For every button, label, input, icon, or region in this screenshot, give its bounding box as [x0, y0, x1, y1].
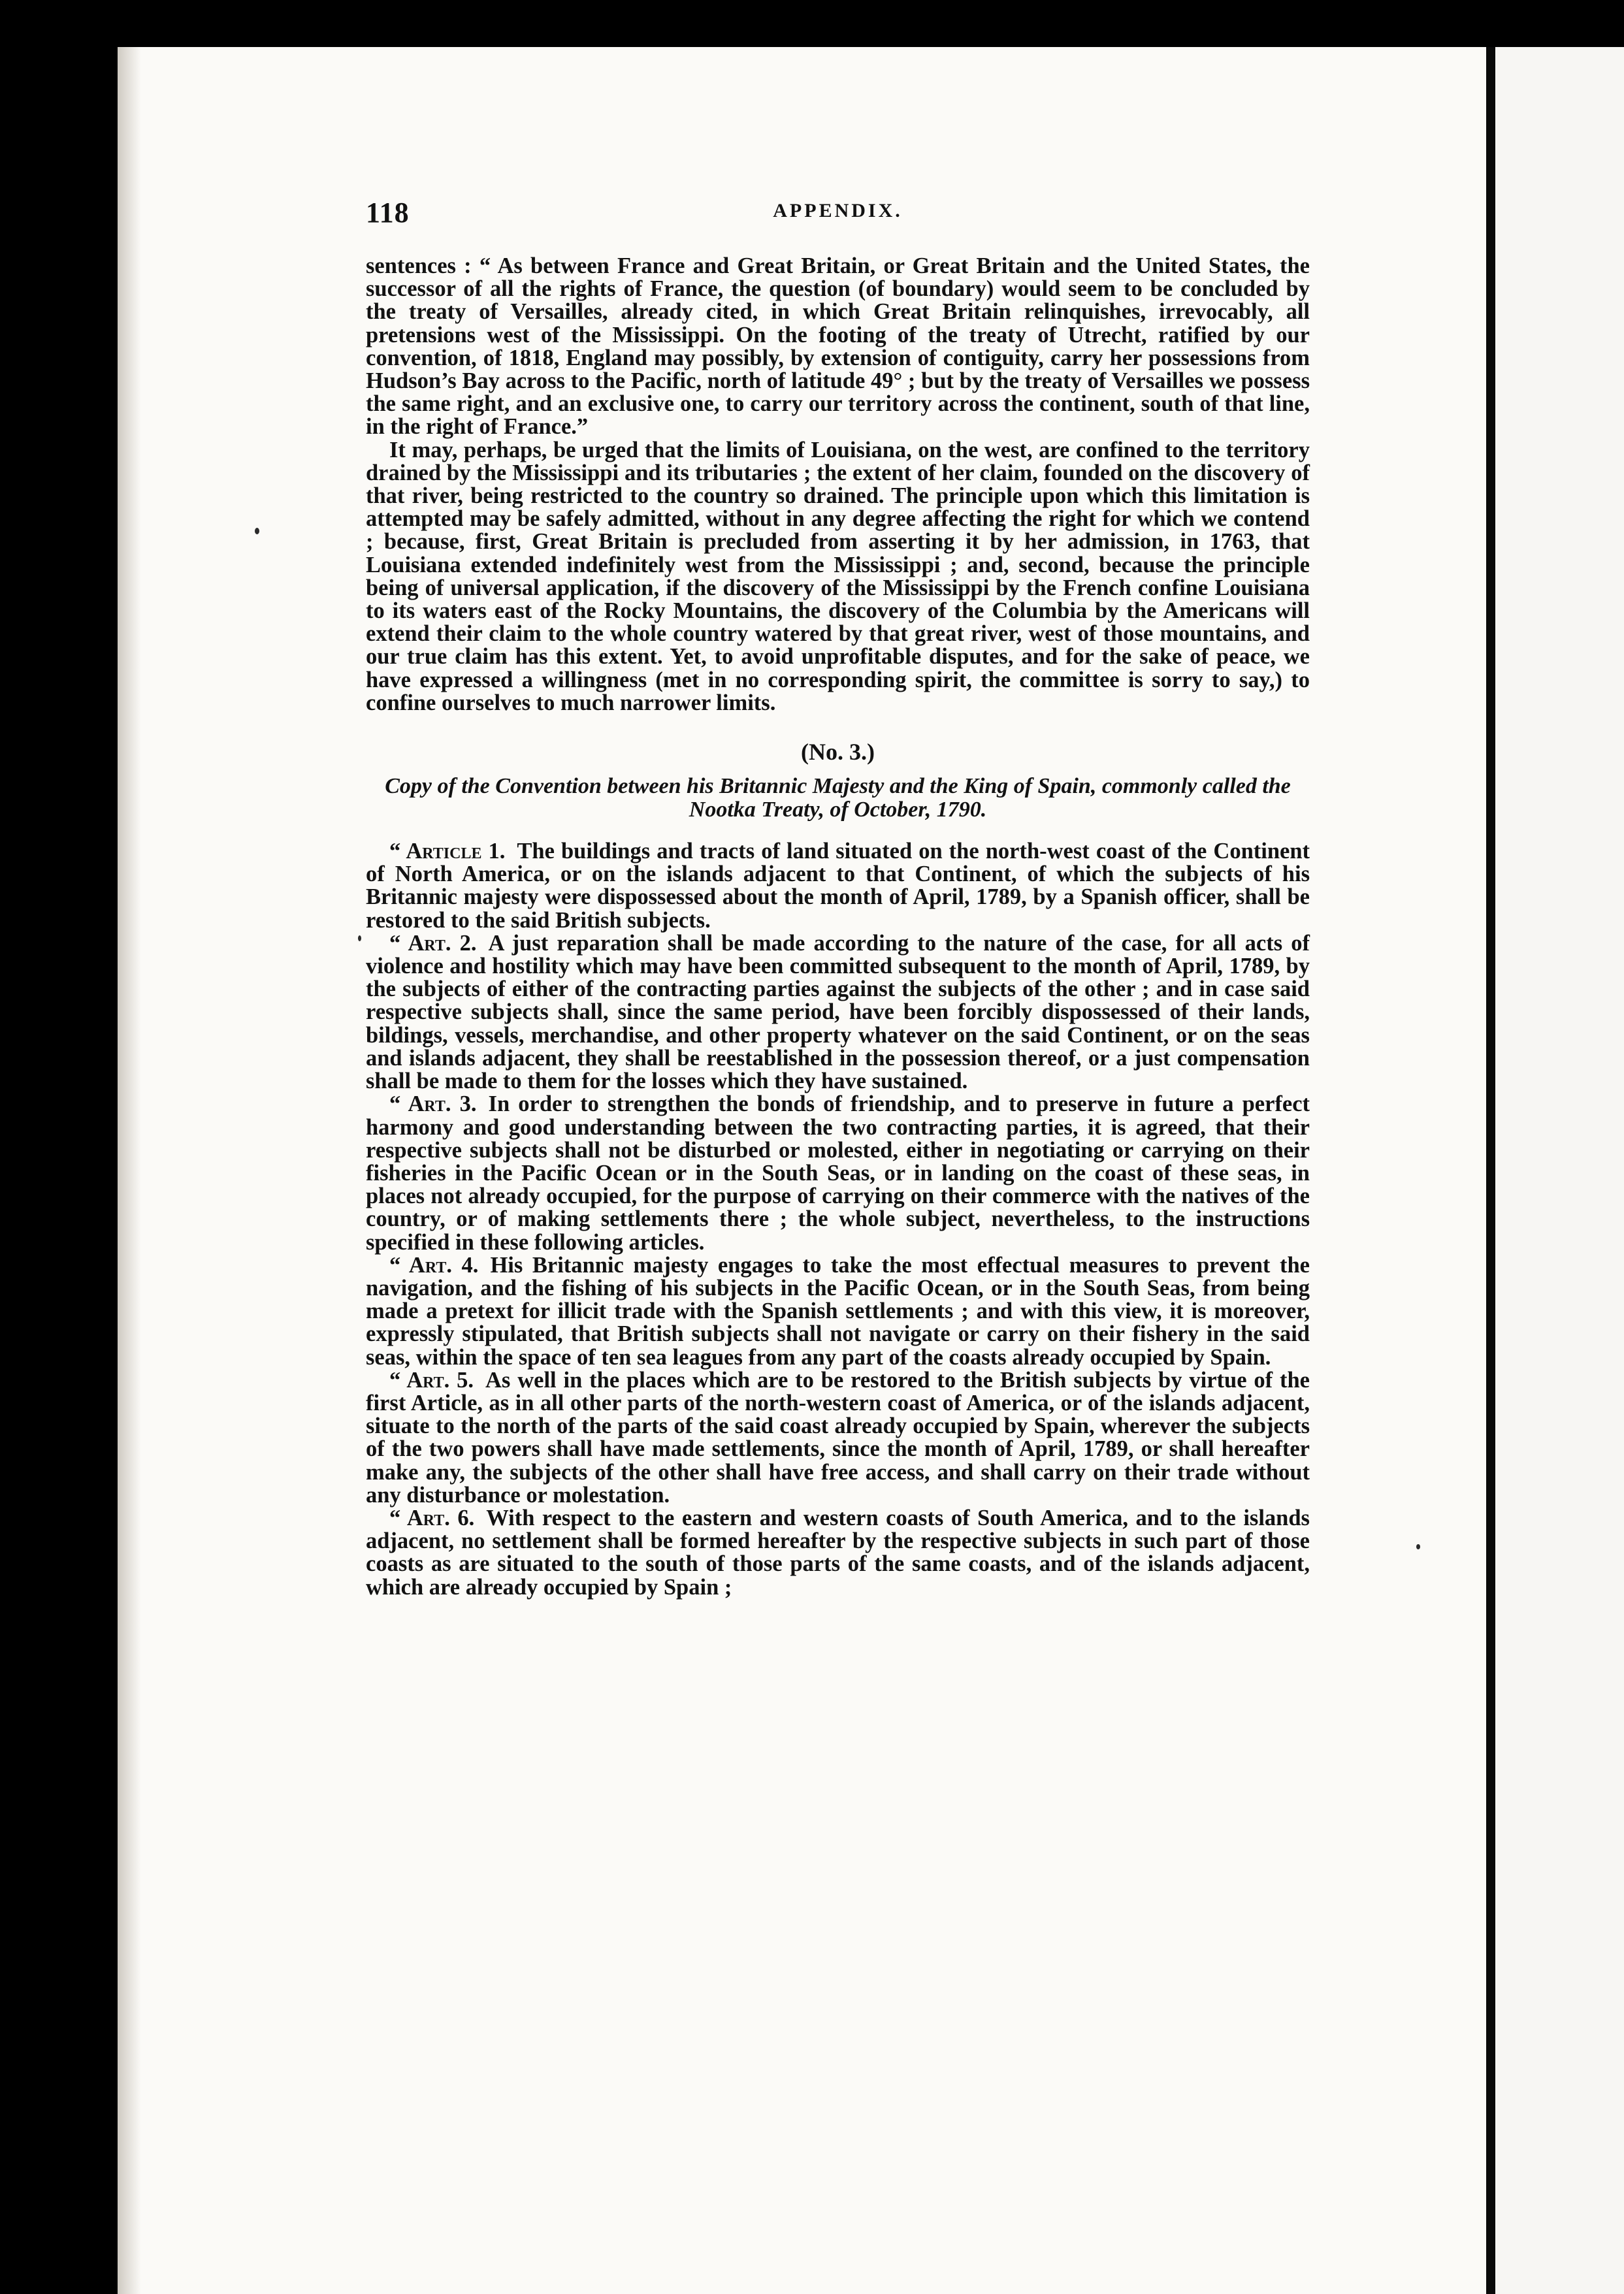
facing-page-edge [1495, 47, 1624, 2294]
page-edge-divider [1486, 47, 1495, 2294]
article-label: “ Art. 3. [389, 1091, 477, 1117]
article-2 [366, 932, 1310, 1093]
page-number: 118 [366, 197, 410, 229]
article-text: In order to strengthen the bonds of friendship, and to preserve in future a perfect harmony and good understanding between the two contracting parties, it is agreed, that their respective subjects shall not be disturbed or molested, either in negotiating or carrying on their fisheries in the Pacific Ocean or in the South Seas, or in landing on the coast of these seas, in places not already occupied, for the purpose of carrying on their commerce with the natives of the country, or of making settlements there ; the whole subject, nevertheless, to the instructions specified in these following articles. [366, 1091, 1310, 1255]
article-4 [366, 1254, 1310, 1369]
article-label: “ Art. 4. [389, 1252, 479, 1278]
section-title: Copy of the Convention between his Britannic Majesty and the King of Spain, commonly called the Nootka Treaty, of October, 1790. [385, 774, 1291, 822]
paper-speck [358, 935, 361, 941]
article-6 [366, 1507, 1310, 1599]
article-text: With respect to the eastern and western coasts of South America, and to the islands adjacent, no settlement shall be formed hereafter by the respective subjects in such part of those coasts as are situated to the south of those parts of the same coasts, and of the islands adjacent, which are already occupied by Spain ; [366, 1505, 1310, 1600]
louisiana-paragraph: It may, perhaps, be urged that the limits of Louisiana, on the west, are confined to the territory drained by the Mississippi and its tributaries ; the extent of her claim, founded on the discovery of that river, being restricted to the country so drained. The principle upon which this limitation is attempted may be safely admitted, without in any degree affecting the right for which we contend ; because, first, Great Britain is precluded from asserting it by her admission, in 1763, that Louisiana extended indefinitely west from the Mississippi ; and, second, because the principle being of universal application, if the discovery of the Mississippi by the French confine Louisiana to its waters east of the Rocky Mountains, the discovery of the Columbia by the Americans will extend their claim to the whole country watered by that great river, west of those mountains, and our true claim has this extent. Yet, to avoid unprofitable disputes, and for the sake of peace, we have expressed a willingness (met in no corresponding spirit, the committee is sorry to say,) to confine ourselves to much narrower limits. [366, 437, 1310, 715]
article-label: “ Article 1. [389, 839, 506, 864]
article-label: “ Art. 5. [389, 1367, 474, 1393]
article-text: His Britannic majesty engages to take the most effectual measures to prevent the navigation, and the fishing of his subjects in the Pacific Ocean, or in the South Seas, from being made a pretext for illicit trade with the Spanish settlements ; and with this view, it is moreover, expressly stipulated, that British subjects shall not navigate or carry on their fishery in the said seas, within the space of ten sea leagues from any part of the coasts already occupied by Spain. [366, 1252, 1310, 1370]
article-text: The buildings and tracts of land situated on the north-west coast of the Continent of North America, or on the islands adjacent to that Continent, of which the subjects of his Britannic majesty were dispossessed about the month of April, 1789, by a Spanish officer, shall be restored to the said British subjects. [366, 839, 1310, 933]
paper-speck [255, 528, 259, 534]
article-3 [366, 1093, 1310, 1253]
article-label: “ Art. 6. [389, 1505, 475, 1530]
binding-gutter [118, 47, 141, 2294]
paper-speck [1416, 1544, 1420, 1549]
article-1 [366, 840, 1310, 932]
article-label: “ Art. 2. [389, 930, 477, 956]
article-text: As well in the places which are to be restored to the British subjects by virtue of the first Article, as in all other parts of the north-western coast of America, or of the islands adjacent, situate to the north of the parts of the said coast already occupied by Spain, wherever the subjects of the two powers shall have made settlements, since the month of April, 1789, or shall hereafter make any, the subjects of the other shall have free access, and shall carry on their trade without any disturbance or molestation. [366, 1367, 1310, 1508]
page-content [366, 196, 1310, 1599]
page-header [366, 196, 1310, 248]
quote-paragraph: sentences : “ As between France and Great Britain, or Great Britain and the United States, the successor of all the rights of France, the question (of boundary) would seem to be concluded by the treaty of Versailles, already cited, in which Great Britain relinquishes, irrevocably, all pretensions west of the Mississippi. On the footing of the treaty of Utrecht, ratified by our convention, of 1818, England may possibly, by extension of contiguity, carry her possessions from Hudson’s Bay across to the Pacific, north of latitude 49° ; but by the treaty of Versailles we possess the same right, and an exclusive one, to carry our territory across the continent, south of that line, in the right of France.” [366, 253, 1310, 440]
article-text: A just reparation shall be made according to the nature of the case, for all acts of violence and hostility which may have been committed subsequent to the month of April, 1789, by the subjects of either of the contracting parties against the subjects of the other ; and in case said respective subjects shall, since the same period, have been forcibly dispossessed of their lands, bildings, vessels, merchandise, and other property whatever on the said Continent, or on the seas and islands adjacent, they shall be reestablished in the possession thereof, or a just compensation shall be made to them for the losses which they have sustained. [366, 930, 1310, 1094]
section-number: (No. 3.) [801, 739, 875, 766]
article-5 [366, 1369, 1310, 1507]
running-head: APPENDIX. [773, 200, 903, 221]
